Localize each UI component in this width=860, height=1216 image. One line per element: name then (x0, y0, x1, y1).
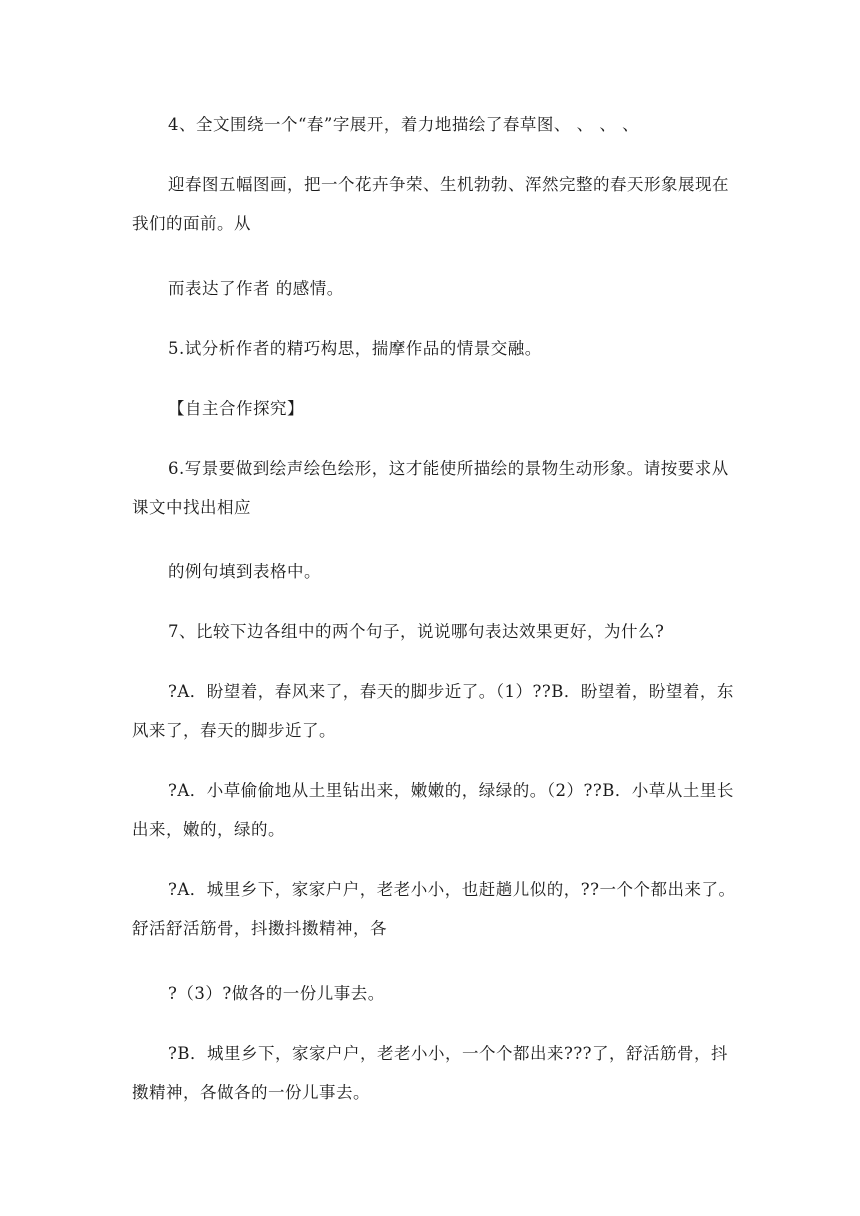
pair-1-line-2: 风来了，春天的脚步近了。 (132, 721, 336, 740)
pair-2-line-1: ?A．小草偷偷地从土里钻出来，嫩嫩的，绿绿的。（2）??B．小草从土里长 (168, 781, 734, 800)
pair-3a-line-1: ?A．城里乡下，家家户户，老老小小，也赶趟儿似的，??一个个都出来了。 (168, 880, 736, 899)
pair-2-line-2: 出来，嫩的，绿的。 (132, 820, 285, 839)
question-5: 5.试分析作者的精巧构思，揣摩作品的情景交融。 (168, 339, 542, 358)
pair-3a-line-2: 舒活舒活筋骨，抖擞抖擞精神，各 (132, 919, 387, 938)
question-4-line-3: 我们的面前。从 (132, 214, 251, 233)
question-7: 7、比较下边各组中的两个句子，说说哪句表达效果更好，为什么? (168, 622, 665, 641)
pair-1-line-1: ?A．盼望着，春风来了，春天的脚步近了。（1）??B．盼望着，盼望着，东 (168, 682, 734, 701)
question-4-line-2: 迎春图五幅图画，把一个花卉争荣、生机勃勃、浑然完整的春天形象展现在 (168, 175, 729, 194)
pair-3b-line-1: ?B．城里乡下，家家户户，老老小小，一个个都出来???了，舒活筋骨，抖 (168, 1044, 729, 1063)
pair-3-number-line: ?（3）?做各的一份儿事去。 (168, 984, 385, 1003)
question-6-line-1: 6.写景要做到绘声绘色绘形，这才能使所描绘的景物生动形象。请按要求从 (168, 459, 729, 478)
question-4-line-1: 4、全文围绕一个“春”字展开，着力地描绘了春草图、 、 、 、 (168, 115, 640, 134)
section-heading: 【自主合作探究】 (168, 399, 304, 418)
question-6-line-2: 课文中找出相应 (132, 498, 251, 517)
question-6-line-3: 的例句填到表格中。 (168, 562, 321, 581)
question-4-line-4: 而表达了作者 的感情。 (168, 279, 344, 298)
pair-3b-line-2: 擞精神，各做各的一份儿事去。 (132, 1083, 370, 1102)
